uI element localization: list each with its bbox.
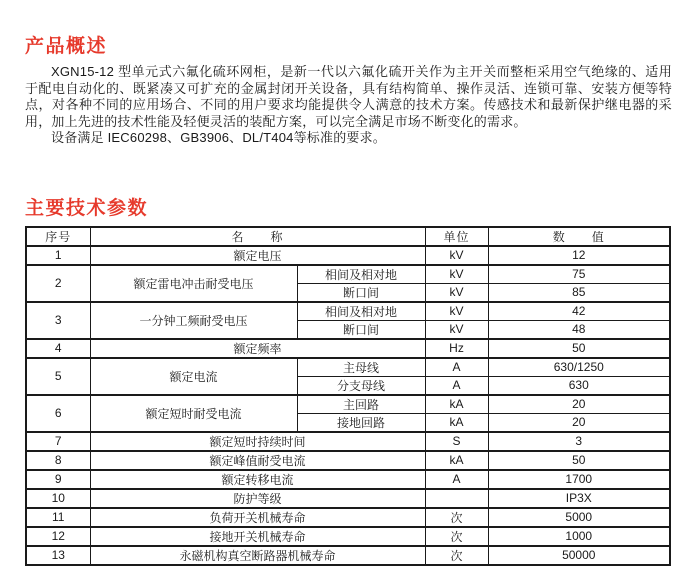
value-cell: 50 <box>488 451 670 470</box>
table-row <box>26 470 670 489</box>
unit-cell <box>425 489 488 508</box>
param-no-cell: 3 <box>26 302 90 339</box>
param-no-cell: 1 <box>26 246 90 265</box>
unit-cell: kA <box>425 413 488 432</box>
param-name-cell: 额定雷电冲击耐受电压 <box>90 265 297 302</box>
value-cell: 5000 <box>488 508 670 527</box>
value-cell: 1700 <box>488 470 670 489</box>
table-row <box>26 546 670 565</box>
unit-cell: kV <box>425 302 488 321</box>
value-cell: 50000 <box>488 546 670 565</box>
param-no-cell: 9 <box>26 470 90 489</box>
param-name-cell: 负荷开关机械寿命 <box>90 508 425 527</box>
param-no-cell: 10 <box>26 489 90 508</box>
parameters-title: 主要技术参数 <box>25 197 149 219</box>
unit-cell: kV <box>425 283 488 302</box>
param-sub-cell: 相间及相对地 <box>297 265 425 284</box>
value-cell: 12 <box>488 246 670 265</box>
param-name-cell: 额定电压 <box>90 246 425 265</box>
value-cell: 1000 <box>488 527 670 546</box>
param-sub-cell: 主母线 <box>297 358 425 377</box>
value-cell: 630/1250 <box>488 358 670 377</box>
table-row <box>26 508 670 527</box>
param-no-cell: 12 <box>26 527 90 546</box>
param-no-cell: 7 <box>26 432 90 451</box>
param-no-cell: 13 <box>26 546 90 565</box>
unit-cell: kV <box>425 265 488 284</box>
value-cell: 50 <box>488 339 670 358</box>
value-cell: 48 <box>488 320 670 339</box>
value-cell: 20 <box>488 413 670 432</box>
param-name-cell: 一分钟工频耐受电压 <box>90 302 297 339</box>
overview-title: 产品概述 <box>25 36 108 57</box>
unit-cell: 次 <box>425 508 488 527</box>
param-sub-cell: 分支母线 <box>297 376 425 395</box>
table-row <box>26 451 670 470</box>
param-sub-cell: 主回路 <box>297 395 425 414</box>
param-name-cell: 接地开关机械寿命 <box>90 527 425 546</box>
unit-cell: Hz <box>425 339 488 358</box>
table-row <box>26 246 670 265</box>
param-name-cell: 额定峰值耐受电流 <box>90 451 425 470</box>
param-no-cell: 4 <box>26 339 90 358</box>
param-no-cell: 5 <box>26 358 90 395</box>
unit-cell: A <box>425 470 488 489</box>
unit-cell: kV <box>425 320 488 339</box>
param-sub-cell: 断口间 <box>297 283 425 302</box>
table-row <box>26 395 670 414</box>
table-row <box>26 489 670 508</box>
param-sub-cell: 相间及相对地 <box>297 302 425 321</box>
param-sub-cell: 接地回路 <box>297 413 425 432</box>
unit-cell: A <box>425 376 488 395</box>
table-row <box>26 432 670 451</box>
unit-cell: A <box>425 358 488 377</box>
value-cell: 42 <box>488 302 670 321</box>
header-name: 名 称 <box>90 227 425 246</box>
table-header-row <box>26 227 670 246</box>
param-no-cell: 6 <box>26 395 90 432</box>
table-row <box>26 339 670 358</box>
parameters-table <box>25 226 671 566</box>
header-value: 数 值 <box>488 227 670 246</box>
value-cell: 20 <box>488 395 670 414</box>
param-name-cell: 额定短时耐受电流 <box>90 395 297 432</box>
param-name-cell: 额定电流 <box>90 358 297 395</box>
param-no-cell: 2 <box>26 265 90 302</box>
overview-paragraph: XGN15-12 型单元式六氟化硫环网柜，是新一代以六氟化硫开关作为主开关而整柜采用空气绝缘的、适用于配电自动化的、既紧凑又可扩充的金属封闭开关设备，具有结构简单、操作灵活、连锁可靠、安装方便等特点，对各种不同的应用场合、不同的用户要求均能提供令人满意的技术方案。传感技术和最新保护继电器的采用，加上先进的技术性能及轻便灵活的装配方案，可以完全满足市场不断变化的需求。 <box>25 64 672 129</box>
param-sub-cell: 断口间 <box>297 320 425 339</box>
value-cell: 75 <box>488 265 670 284</box>
unit-cell: kA <box>425 395 488 414</box>
param-no-cell: 8 <box>26 451 90 470</box>
unit-cell: 次 <box>425 527 488 546</box>
unit-cell: 次 <box>425 546 488 565</box>
table-row <box>26 527 670 546</box>
param-name-cell: 防护等级 <box>90 489 425 508</box>
value-cell: 3 <box>488 432 670 451</box>
param-name-cell: 永磁机构真空断路器机械寿命 <box>90 546 425 565</box>
table-row <box>26 358 670 377</box>
unit-cell: kV <box>425 246 488 265</box>
unit-cell: kA <box>425 451 488 470</box>
standards-paragraph: 设备满足 IEC60298、GB3906、DL/T404等标准的要求。 <box>51 130 386 145</box>
table-row <box>26 302 670 321</box>
param-name-cell: 额定转移电流 <box>90 470 425 489</box>
table-row <box>26 265 670 284</box>
header-no: 序号 <box>26 227 90 246</box>
header-unit: 单位 <box>425 227 488 246</box>
value-cell: 630 <box>488 376 670 395</box>
unit-cell: S <box>425 432 488 451</box>
param-name-cell: 额定短时持续时间 <box>90 432 425 451</box>
value-cell: IP3X <box>488 489 670 508</box>
param-name-cell: 额定频率 <box>90 339 425 358</box>
param-no-cell: 11 <box>26 508 90 527</box>
value-cell: 85 <box>488 283 670 302</box>
